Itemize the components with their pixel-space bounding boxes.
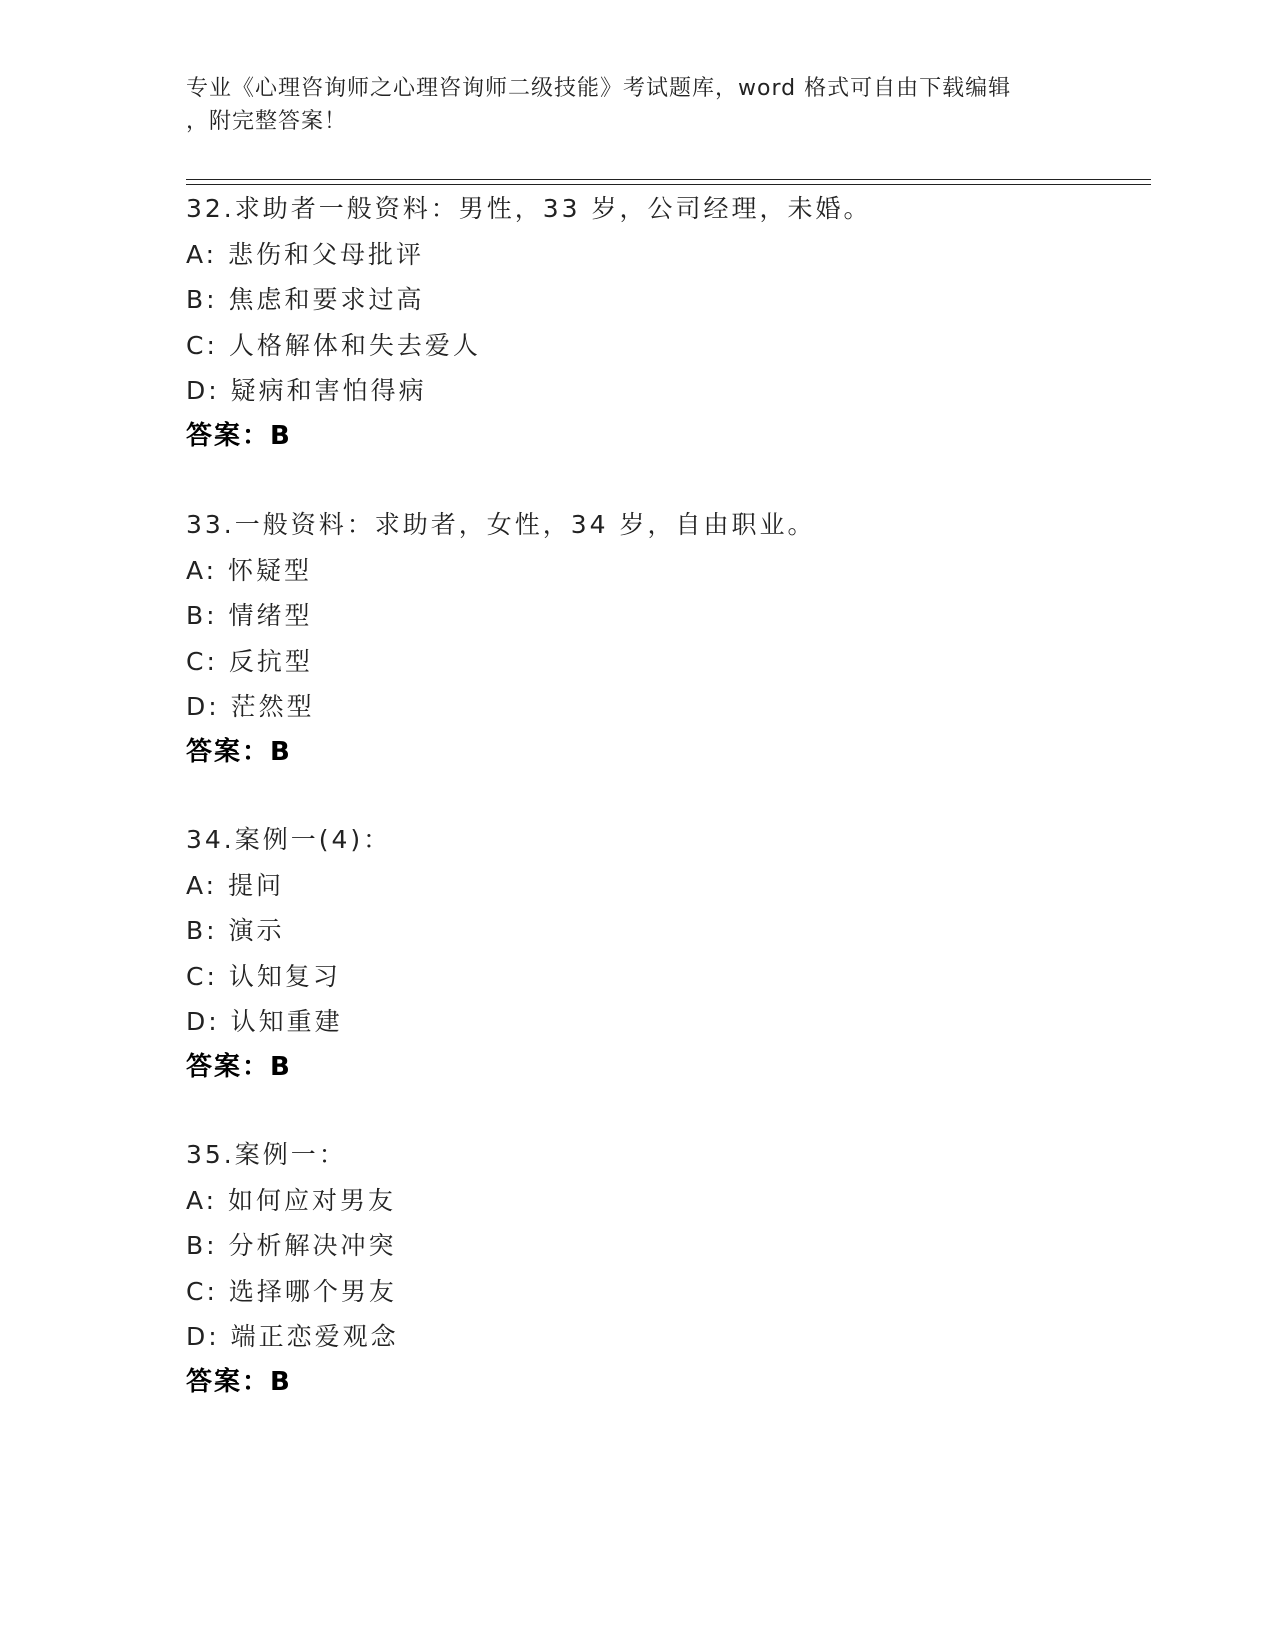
option-d: D: 茫然型 (186, 692, 315, 721)
header-rule-top (186, 179, 1151, 180)
question-35 (186, 1132, 1146, 1405)
header-rule-bottom (186, 184, 1151, 185)
option-a: A: 怀疑型 (186, 555, 313, 585)
option-c: C: 认知复习 (186, 961, 341, 991)
answer-label: 答案：B (186, 420, 292, 451)
option-c: C: 选择哪个男友 (186, 1276, 397, 1306)
option-b: B: 演示 (186, 916, 285, 945)
option-a: A: 如何应对男友 (186, 1185, 397, 1215)
option-c: C: 人格解体和失去爱人 (186, 330, 481, 360)
option-d: D: 疑病和害怕得病 (186, 376, 427, 405)
question-stem: 35.案例一： (186, 1140, 347, 1169)
answer-label: 答案：B (186, 1051, 292, 1082)
option-a: A: 悲伤和父母批评 (186, 239, 425, 269)
question-34 (186, 817, 1146, 1090)
question-stem: 32.求助者一般资料：男性，33 岁，公司经理，未婚。 (186, 194, 872, 223)
question-33 (186, 502, 1146, 775)
question-stem: 34.案例一(4)： (186, 825, 392, 854)
header-line-1: 专业《心理咨询师之心理咨询师二级技能》考试题库，word 格式可自由下载编辑 (186, 76, 1012, 101)
option-c: C: 反抗型 (186, 646, 313, 676)
option-b: B: 焦虑和要求过高 (186, 285, 425, 314)
document-header (186, 72, 1086, 138)
answer-label: 答案：B (186, 1366, 292, 1397)
question-32 (186, 186, 1146, 459)
option-b: B: 分析解决冲突 (186, 1231, 397, 1260)
option-d: D: 端正恋爱观念 (186, 1322, 399, 1351)
answer-label: 答案：B (186, 736, 292, 767)
header-line-2: ，附完整答案！ (186, 109, 348, 134)
option-b: B: 情绪型 (186, 601, 313, 630)
option-a: A: 提问 (186, 870, 285, 900)
question-stem: 33.一般资料：求助者，女性，34 岁，自由职业。 (186, 510, 816, 539)
option-d: D: 认知重建 (186, 1007, 343, 1036)
